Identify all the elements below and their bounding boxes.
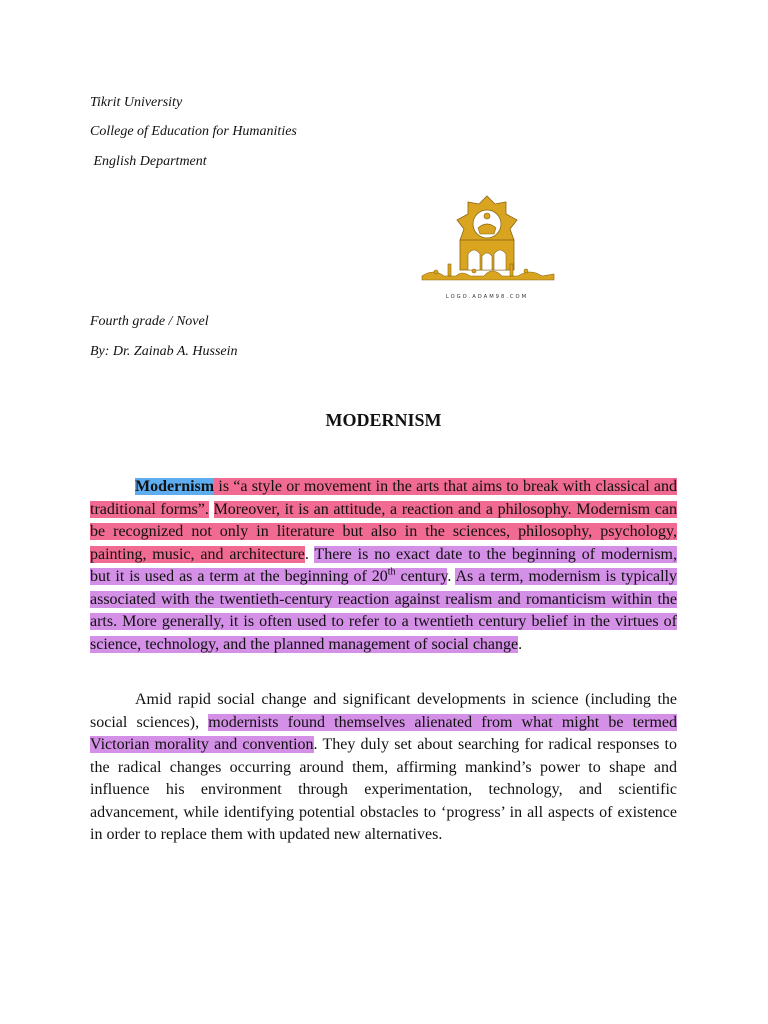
highlighted-alienation-text: modernists found themselves alienated from what might be termed Victorian morality and convention: [90, 713, 678, 753]
date-text: There is no exact date to the beginning of modernism, but it is used as a term at the beginning of 20: [90, 545, 677, 585]
text-start: Amid rapid social change and significant developments in science (including the social sciences),: [90, 691, 677, 731]
text-gap: .: [304, 545, 315, 563]
ordinal-superscript: th: [387, 566, 396, 578]
highlighted-definition: is “a style or movement in the arts that aims to break with classical and traditional forms”.: [90, 478, 677, 518]
text-gap: .: [447, 568, 456, 585]
college-name: College of Education for Humanities: [90, 124, 297, 139]
highlighted-attitude-text: Moreover, it is an attitude, a reaction and a philosophy. Modernism can be recognized not only in literature but also in the sciences, philosophy, psychology, painting, music, and architecture: [90, 500, 678, 563]
department-name: English Department: [90, 154, 207, 169]
text-gap: [209, 501, 214, 518]
logo-caption: LOGO.ADAM98.COM: [445, 294, 529, 300]
date-text-end: century: [395, 568, 448, 585]
document-title: MODERNISM: [325, 410, 442, 430]
paragraph-modernists: [90, 689, 677, 847]
highlighted-term-usage-text: As a term, modernism is typically associated with the twentieth-century reaction against realism and romanticism within the arts. More generally, it is often used to refer to a twentieth century belief in the virtues of science, technology, and the planned management of social change: [90, 568, 678, 653]
text-end: .: [518, 635, 523, 653]
course-grade: Fourth grade / Novel: [90, 314, 209, 329]
highlighted-term: Modernism: [135, 478, 215, 495]
paragraph-modernism-definition: [90, 476, 677, 656]
text-end: . They duly set about searching for radical responses to the radical changes occurring around them, affirming mankind’s power to shape and influence his environment through experimentation, technology, and scientific advancement, while identifying potential obstacles to ‘progress’ in all aspects of existence in order to replace them with updated new alternatives.: [90, 736, 677, 843]
university-logo: [414, 194, 560, 306]
university-name: Tikrit University: [90, 95, 183, 110]
course-author: By: Dr. Zainab A. Hussein: [90, 344, 238, 359]
